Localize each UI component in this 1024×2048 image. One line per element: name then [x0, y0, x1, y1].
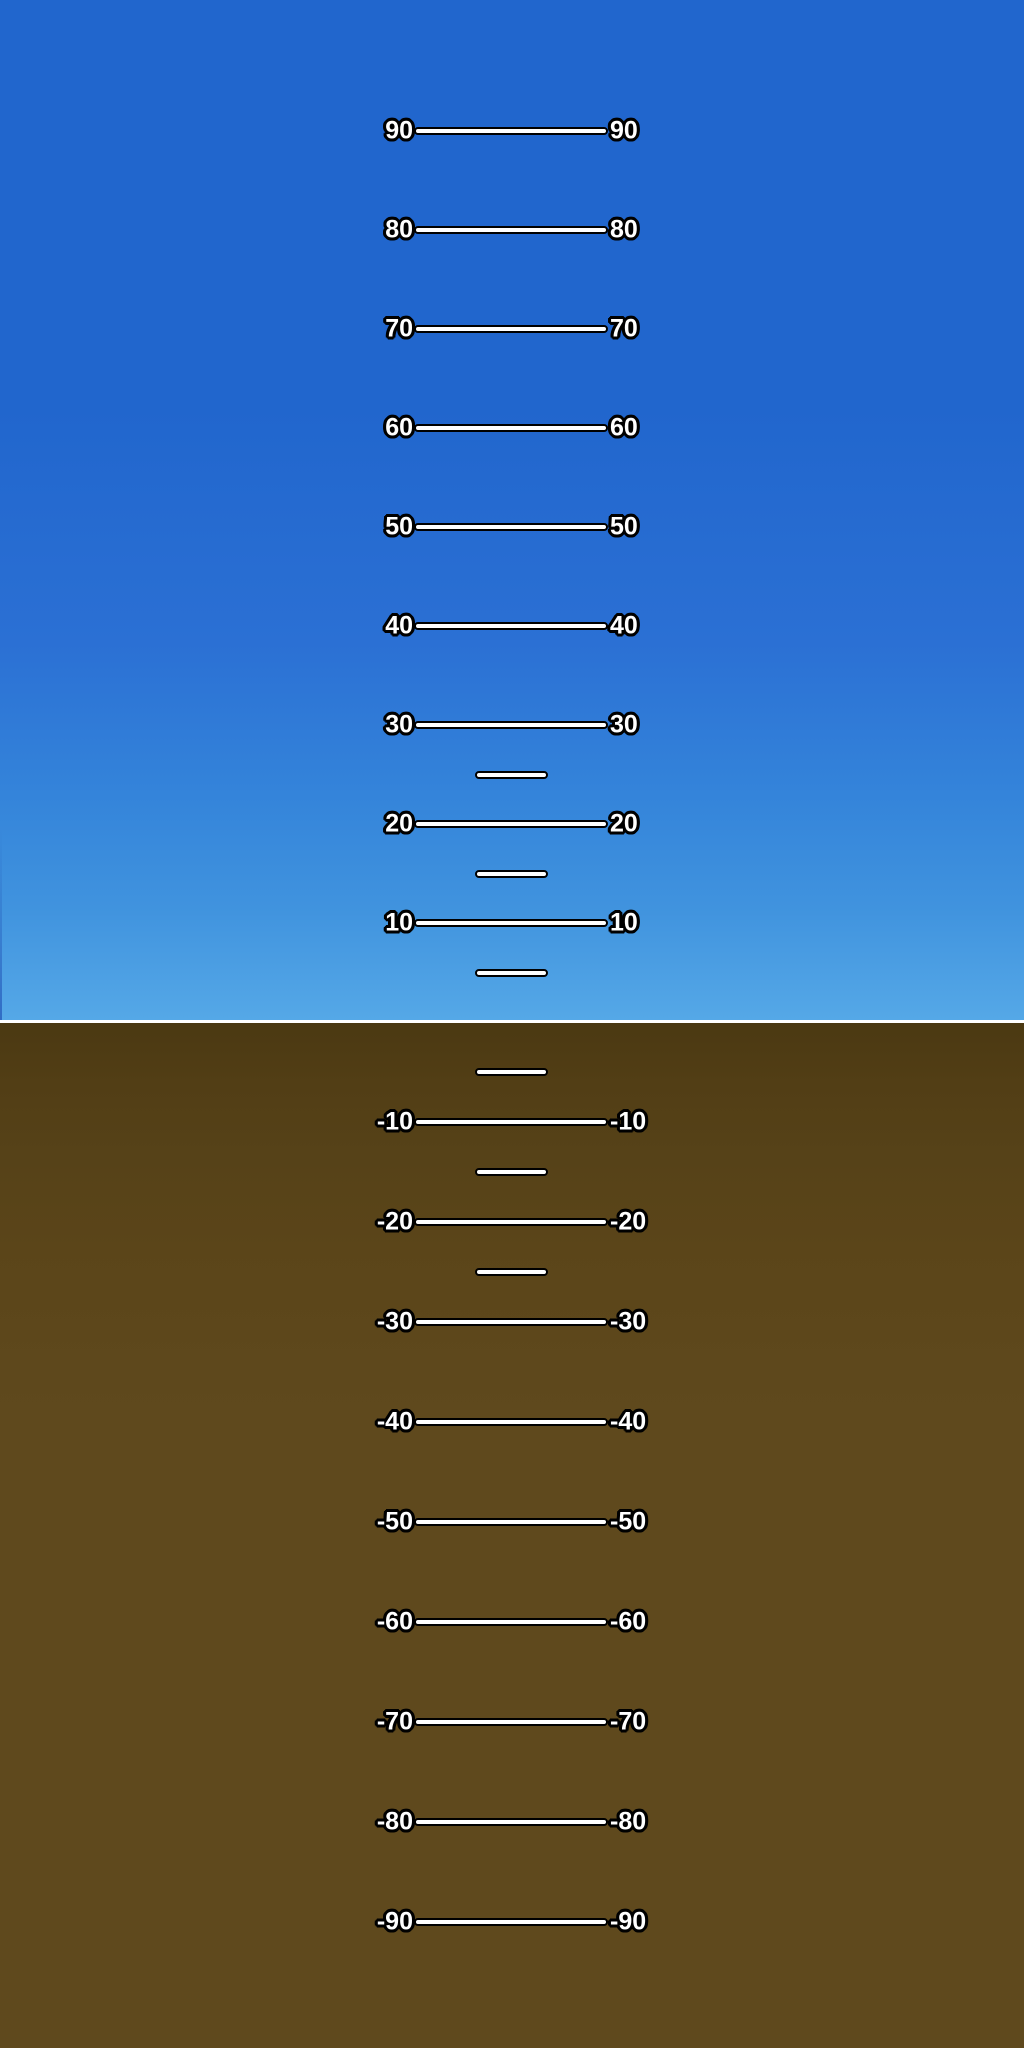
pitch-line — [414, 1618, 608, 1626]
pitch-label-left: -80 — [376, 1807, 413, 1836]
pitch-line — [414, 1118, 608, 1126]
pitch-label-right: 10 — [610, 908, 638, 937]
pitch-label-right: 70 — [610, 314, 638, 343]
pitch-line — [414, 523, 608, 531]
pitch-line — [414, 1518, 608, 1526]
pitch-label-left: 40 — [385, 611, 413, 640]
pitch-minor-line — [475, 870, 548, 878]
pitch-line — [414, 721, 608, 729]
pitch-label-left: -60 — [376, 1607, 413, 1636]
pitch-line — [414, 325, 608, 333]
pitch-label-right: -60 — [610, 1607, 647, 1636]
pitch-label-left: -90 — [376, 1907, 413, 1936]
pitch-label-right: 80 — [610, 215, 638, 244]
pitch-line — [414, 1218, 608, 1226]
pitch-line — [414, 424, 608, 432]
pitch-label-right: -40 — [610, 1407, 647, 1436]
pitch-minor-line — [475, 1168, 548, 1176]
pitch-label-right: 20 — [610, 809, 638, 838]
pitch-label-left: 50 — [385, 512, 413, 541]
pitch-label-left: -40 — [376, 1407, 413, 1436]
pitch-label-left: 80 — [385, 215, 413, 244]
pitch-minor-line — [475, 1068, 548, 1076]
pitch-label-right: -30 — [610, 1307, 647, 1336]
pitch-line — [414, 1918, 608, 1926]
pitch-label-right: 60 — [610, 413, 638, 442]
pitch-label-left: -10 — [376, 1107, 413, 1136]
pitch-label-left: 20 — [385, 809, 413, 838]
pitch-line — [414, 1418, 608, 1426]
pitch-label-right: -50 — [610, 1507, 647, 1536]
pitch-label-left: -50 — [376, 1507, 413, 1536]
pitch-line — [414, 1818, 608, 1826]
pitch-label-right: -20 — [610, 1207, 647, 1236]
pitch-label-left: 30 — [385, 710, 413, 739]
pitch-label-left: -70 — [376, 1707, 413, 1736]
pitch-label-left: 10 — [385, 908, 413, 937]
pitch-minor-line — [475, 969, 548, 977]
pitch-line — [414, 1718, 608, 1726]
pitch-line — [414, 820, 608, 828]
pitch-line — [414, 226, 608, 234]
pitch-label-left: -20 — [376, 1207, 413, 1236]
pitch-label-left: 90 — [385, 116, 413, 145]
pitch-label-right: -90 — [610, 1907, 647, 1936]
pitch-label-right: 30 — [610, 710, 638, 739]
pitch-label-left: -30 — [376, 1307, 413, 1336]
pitch-label-left: 60 — [385, 413, 413, 442]
pitch-label-right: -10 — [610, 1107, 647, 1136]
pitch-label-right: 50 — [610, 512, 638, 541]
pitch-label-left: 70 — [385, 314, 413, 343]
pitch-minor-line — [475, 1268, 548, 1276]
pitch-minor-line — [475, 771, 548, 779]
pitch-line — [414, 127, 608, 135]
pitch-line — [414, 919, 608, 927]
pitch-label-right: 90 — [610, 116, 638, 145]
pitch-label-right: 40 — [610, 611, 638, 640]
pitch-line — [414, 1318, 608, 1326]
pitch-label-right: -70 — [610, 1707, 647, 1736]
pitch-label-right: -80 — [610, 1807, 647, 1836]
pitch-line — [414, 622, 608, 630]
